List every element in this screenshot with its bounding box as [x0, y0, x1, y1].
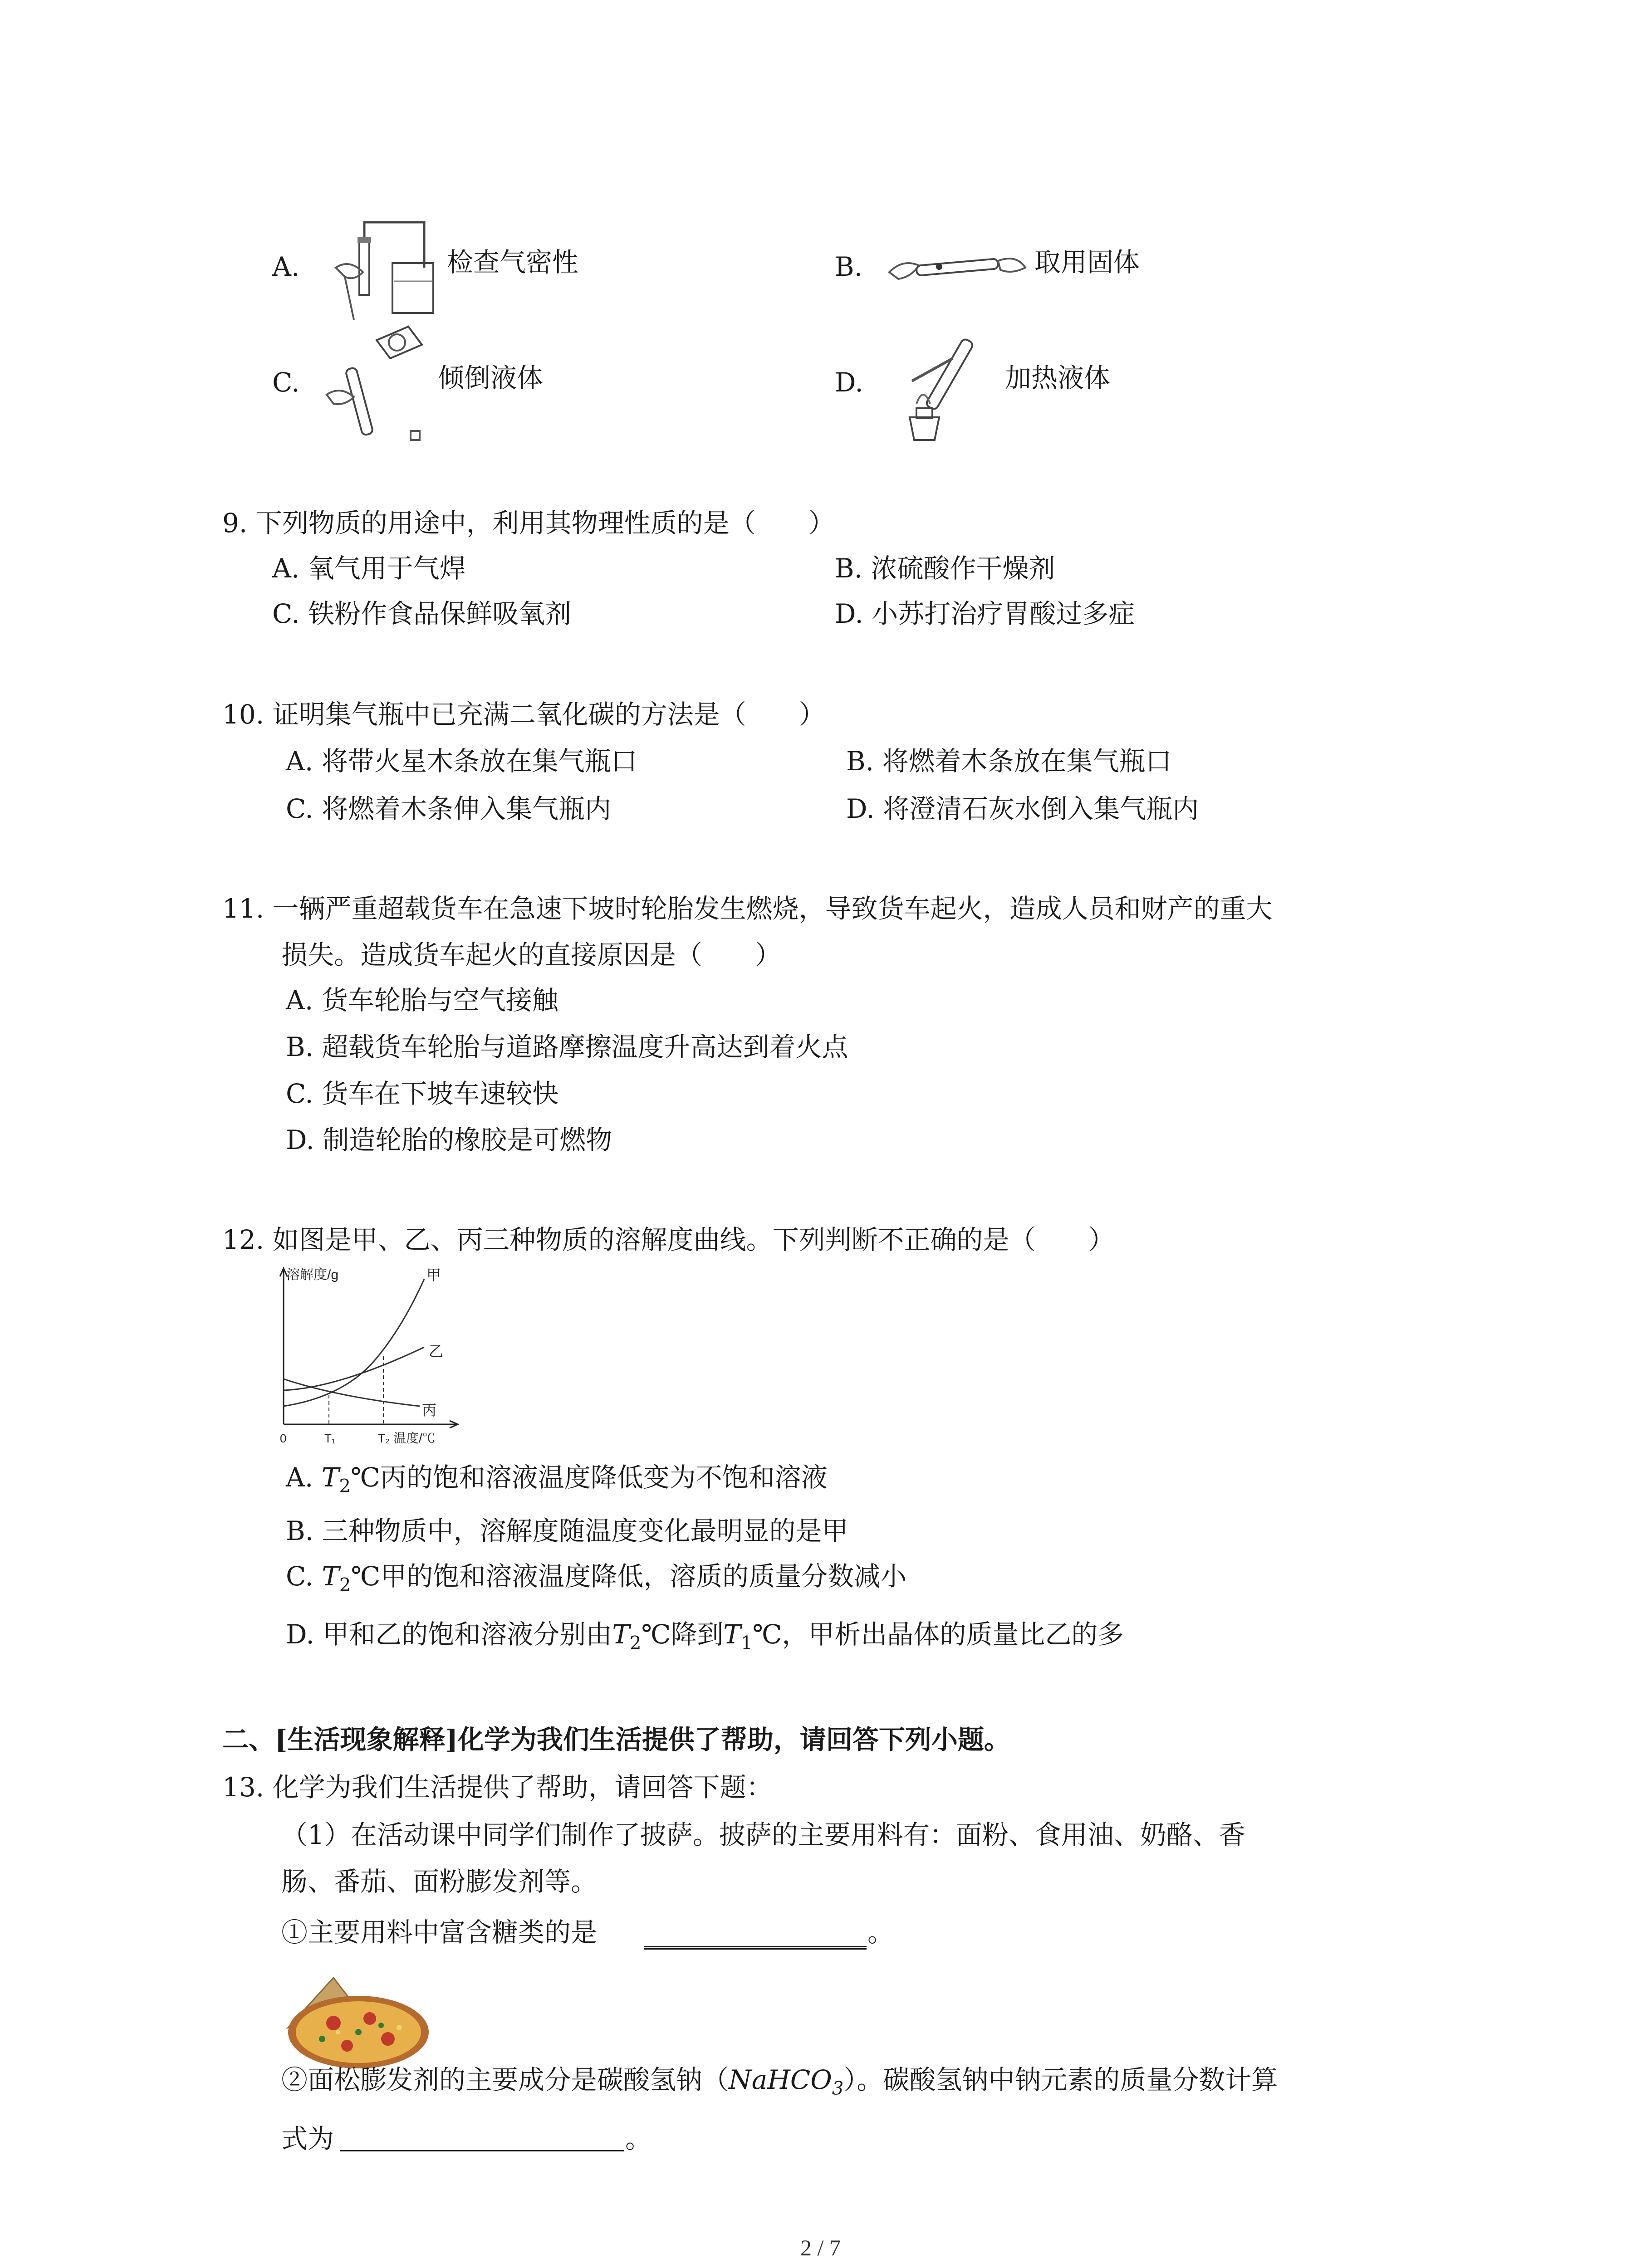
q12-option-a: [286, 1461, 828, 1502]
q8-option-c-text: 倾倒液体: [438, 362, 544, 393]
label-yi: 乙: [429, 1343, 444, 1359]
q13-sub2-answer-blank[interactable]: [340, 2150, 624, 2151]
q13-sub1-answer-blank[interactable]: [644, 1946, 867, 1950]
q12-option-c: [286, 1560, 906, 1601]
q10-stem: 10. 证明集气瓶中已充满二氧化碳的方法是（ ）: [222, 699, 825, 730]
q13-part1-line1: （1）在活动课中同学们制作了披萨。披萨的主要用料有：面粉、食用油、奶酪、香: [281, 1819, 1245, 1850]
q11-option-a: A. 货车轮胎与空气接触: [286, 985, 558, 1016]
q11-stem-line2: 损失。造成货车起火的直接原因是（ ）: [281, 939, 782, 970]
x-axis-label: 温度/℃: [393, 1431, 435, 1445]
heat-liquid-apparatus-icon: [885, 327, 1003, 445]
q9-option-b: B. 浓硫酸作干燥剂: [835, 553, 1055, 584]
solubility-curve-graph: [270, 1266, 465, 1447]
q12-a-temp: $T_2$: [321, 1462, 351, 1497]
curve-jia: [284, 1279, 424, 1406]
section-2-heading: 二、[生活现象解释]化学为我们生活提供了帮助，请回答下列小题。: [222, 1724, 1010, 1755]
q12-option-b: B. 三种物质中，溶解度随温度变化最明显的是甲: [286, 1515, 848, 1546]
y-axis-label: 溶解度/g: [286, 1267, 339, 1282]
q9-option-c: C. 铁粉作食品保鲜吸氧剂: [272, 598, 572, 629]
t2-label: T₂: [378, 1432, 390, 1445]
t1-label: T₁: [324, 1432, 336, 1445]
pizza-image: [279, 1964, 433, 2073]
q11-option-d: D. 制造轮胎的橡胶是可燃物: [286, 1124, 612, 1155]
q10-option-b: B. 将燃着木条放在集气瓶口: [846, 746, 1172, 777]
q12-stem: 12. 如图是甲、乙、丙三种物质的溶解度曲线。下列判断不正确的是（ ）: [222, 1224, 1115, 1255]
q13-sub1-prompt: ①主要用料中富含糖类的是: [281, 1917, 598, 1948]
q9-stem: 9. 下列物质的用途中，利用其物理性质的是（ ）: [222, 508, 835, 538]
q10-option-c: C. 将燃着木条伸入集气瓶内: [286, 793, 612, 824]
q13-sub2-pre: ②面松膨发剂的主要成分是碳酸氢钠（: [281, 2064, 729, 2095]
q8-option-a-letter: A.: [272, 251, 300, 282]
q9-option-a: A. 氧气用于气焊: [272, 553, 466, 584]
label-jia: 甲: [426, 1267, 441, 1283]
page-number: 2 / 7: [800, 2235, 841, 2260]
q12-d-t2: T: [612, 1619, 630, 1650]
q12-d-pre: D. 甲和乙的饱和溶液分别由: [286, 1619, 612, 1650]
q12-c-letter: C.: [286, 1561, 314, 1592]
q8-option-a-text: 检查气密性: [447, 247, 579, 278]
q8-option-d-text: 加热液体: [1005, 362, 1111, 393]
q12-c-text: ℃甲的饱和溶液温度降低，溶质的质量分数减小: [351, 1561, 907, 1592]
q13-sub1-period: 。: [867, 1917, 894, 1948]
q9-option-d: D. 小苏打治疗胃酸过多症: [835, 598, 1135, 629]
q8-option-b-text: 取用固体: [1034, 247, 1140, 278]
q8-option-d-letter: D.: [835, 367, 863, 398]
label-bing: 丙: [422, 1402, 437, 1418]
q12-option-d: D. 甲和乙的饱和溶液分别由$T_2℃$降到$T_1℃$，甲析出晶体的质量比乙的多: [286, 1619, 1124, 1654]
q12-d-rest: ℃，甲析出晶体的质量比乙的多: [752, 1619, 1124, 1650]
q12-c-temp: $T_2$: [322, 1561, 351, 1596]
q11-option-c: C. 货车在下坡车速较快: [286, 1078, 559, 1109]
q13-stem: 13. 化学为我们生活提供了帮助，请回答下题：: [222, 1772, 773, 1803]
q13-sub2-formula: NaHCO: [729, 2064, 832, 2095]
q12-a-letter: A.: [286, 1462, 314, 1493]
q10-option-d: D. 将澄清石灰水倒入集气瓶内: [846, 793, 1199, 824]
q12-d-mid: ℃降到: [641, 1619, 724, 1650]
q12-a-text: ℃丙的饱和溶液温度降低变为不饱和溶液: [350, 1462, 828, 1493]
gas-tightness-apparatus-icon: [318, 213, 436, 322]
q11-option-b: B. 超载货车轮胎与道路摩擦温度升高达到着火点: [286, 1031, 848, 1062]
q13-sub2-line2: 式为: [281, 2123, 334, 2154]
curve-yi: [284, 1347, 424, 1390]
q12-d-t1: T: [723, 1619, 741, 1650]
take-solid-apparatus-icon: [885, 240, 1030, 290]
q13-sub2-period: 。: [625, 2123, 652, 2154]
q11-stem-line1: 11. 一辆严重超载货车在急速下坡时轮胎发生燃烧，导致货车起火，造成人员和财产的重大: [222, 893, 1273, 924]
q13-part1-line2: 肠、番茄、面粉膨发剂等。: [281, 1866, 598, 1897]
origin-label: 0: [280, 1432, 287, 1445]
q13-sub2-post: ）。碳酸氢钠中钠元素的质量分数计算: [843, 2064, 1278, 2095]
q10-option-a: A. 将带火星木条放在集气瓶口: [286, 746, 637, 777]
q13-sub2-line1: ②面松膨发剂的主要成分是碳酸氢钠（NaHCO$_3$）。碳酸氢钠中钠元素的质量分数计算: [281, 2064, 1278, 2099]
pour-liquid-apparatus-icon: [318, 318, 436, 445]
q8-option-c-letter: C.: [272, 367, 300, 398]
q8-option-b-letter: B.: [835, 251, 863, 282]
